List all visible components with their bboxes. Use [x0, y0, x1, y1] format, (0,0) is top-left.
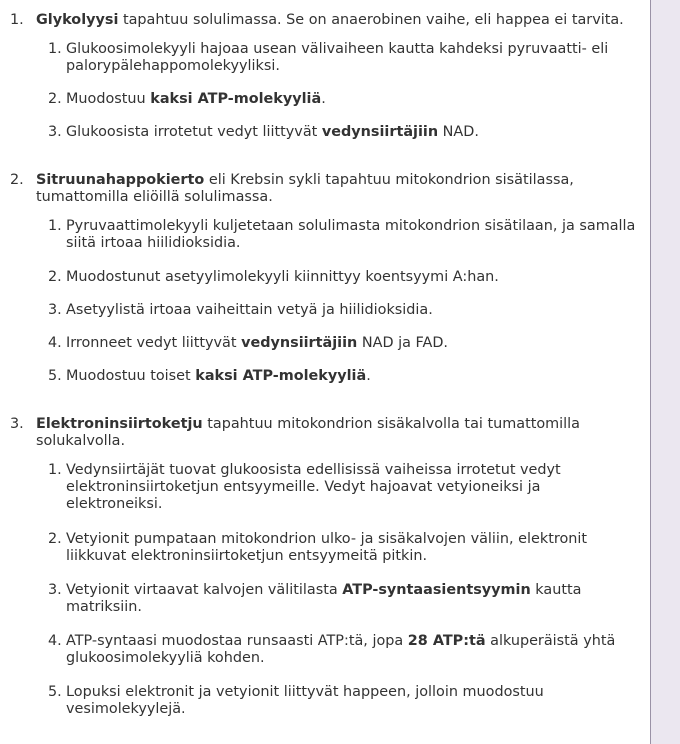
step-number: 3. [48, 302, 62, 318]
section-text: tapahtuu solulimassa. Se on anaerobinen vaihe, eli happea ei tarvita. [118, 12, 624, 28]
step-text: Glukoosimolekyyli hajoaa usean välivaiheen kautta kahdeksi pyruvaatti- eli palorypälehappomolekyyliksi. [66, 41, 609, 74]
step-text-after: alkuperäistä yhtä glukoosimolekyyliä kohden. [66, 633, 616, 666]
step-number: 3. [48, 124, 62, 140]
step-text: Vedynsiirtäjät tuovat glukoosista edellisissä vaiheissa irrotetut vedyt elektroninsiirtoketjun entsyymeille. Vedyt hajoavat vetyioneiksi ja elektroneiksi. [66, 462, 561, 512]
step-text: Pyruvaattimolekyyli kuljetetaan solulimasta mitokondrion sisätilaan, ja samalla siitä irtoaa hiilidioksidia. [66, 218, 636, 251]
step-number: 1. [48, 462, 62, 478]
list-item [26, 462, 631, 513]
list-item [26, 368, 646, 385]
section-title: Glykolyysi [36, 12, 119, 28]
list-item [26, 91, 646, 108]
section-text: eli Krebsin sykli tapahtuu mitokondrion sisätilassa, tumattomilla eliöillä solulimassa. [36, 172, 574, 205]
step-number: 5. [48, 368, 62, 384]
list-item [26, 582, 636, 616]
section-title: Sitruunahappokierto [36, 172, 205, 188]
step-text: Muodostuu toiset [66, 368, 196, 384]
step-number: 3. [48, 582, 62, 598]
step-bold: kaksi ATP-molekyyliä [195, 368, 367, 384]
section-electron-transport-chain [10, 416, 616, 450]
list-item [26, 41, 646, 75]
list-item [26, 218, 646, 252]
step-text-after: NAD ja FAD. [357, 335, 448, 351]
step-number: 2. [48, 91, 62, 107]
step-bold: vedynsiirtäjiin [241, 335, 358, 351]
section-title: Elektroninsiirtoketju [36, 416, 203, 432]
step-number: 2. [48, 269, 62, 285]
step-text-after: NAD. [438, 124, 479, 140]
step-text: Muodostunut asetyylimolekyyli kiinnittyy koentsyymi A:han. [66, 269, 499, 285]
step-bold: ATP-syntaasientsyymin [342, 582, 531, 598]
list-item [26, 302, 646, 319]
list-item [26, 269, 646, 286]
step-text: Vetyionit pumpataan mitokondrion ulko- ja sisäkalvojen väliin, elektronit liikkuvat elektroninsiirtoketjun entsyymeitä pitkin. [66, 531, 588, 564]
step-text-after: . [366, 368, 371, 384]
step-number: 1. [48, 218, 62, 234]
step-text: Vetyionit virtaavat kalvojen välitilasta [66, 582, 343, 598]
step-bold: vedynsiirtäjiin [321, 124, 439, 140]
step-text: Lopuksi elektronit ja vetyionit liittyvät happeen, jolloin muodostuu vesimolekyylejä. [66, 684, 544, 717]
section-number: 3. [10, 416, 24, 432]
step-text-after: . [321, 91, 326, 107]
step-text: ATP-syntaasi muodostaa runsaasti ATP:tä, jopa [66, 633, 408, 649]
list-item [26, 335, 646, 352]
list-item [26, 124, 646, 141]
step-text: Irronneet vedyt liittyvät [66, 335, 242, 351]
section-number: 2. [10, 172, 24, 188]
step-text: Glukoosista irrotetut vedyt liittyvät [66, 124, 322, 140]
step-number: 2. [48, 531, 62, 547]
section-citric-acid-cycle [10, 172, 606, 206]
step-number: 4. [48, 335, 62, 351]
step-number: 4. [48, 633, 62, 649]
step-bold: 28 ATP:tä [407, 633, 486, 649]
step-number: 5. [48, 684, 62, 700]
step-text: Muodostuu [66, 91, 151, 107]
list-item [26, 633, 666, 667]
section-number: 1. [10, 12, 24, 28]
step-number: 1. [48, 41, 62, 57]
list-item [26, 531, 651, 565]
step-text-after: kautta matriksiin. [66, 582, 582, 615]
section-glycolysis [10, 12, 626, 29]
section-text: tapahtuu mitokondrion sisäkalvolla tai tumattomilla solukalvolla. [36, 416, 580, 449]
step-bold: kaksi ATP-molekyyliä [150, 91, 322, 107]
step-text: Asetyylistä irtoaa vaiheittain vetyä ja hiilidioksidia. [66, 302, 433, 318]
list-item [26, 684, 631, 718]
